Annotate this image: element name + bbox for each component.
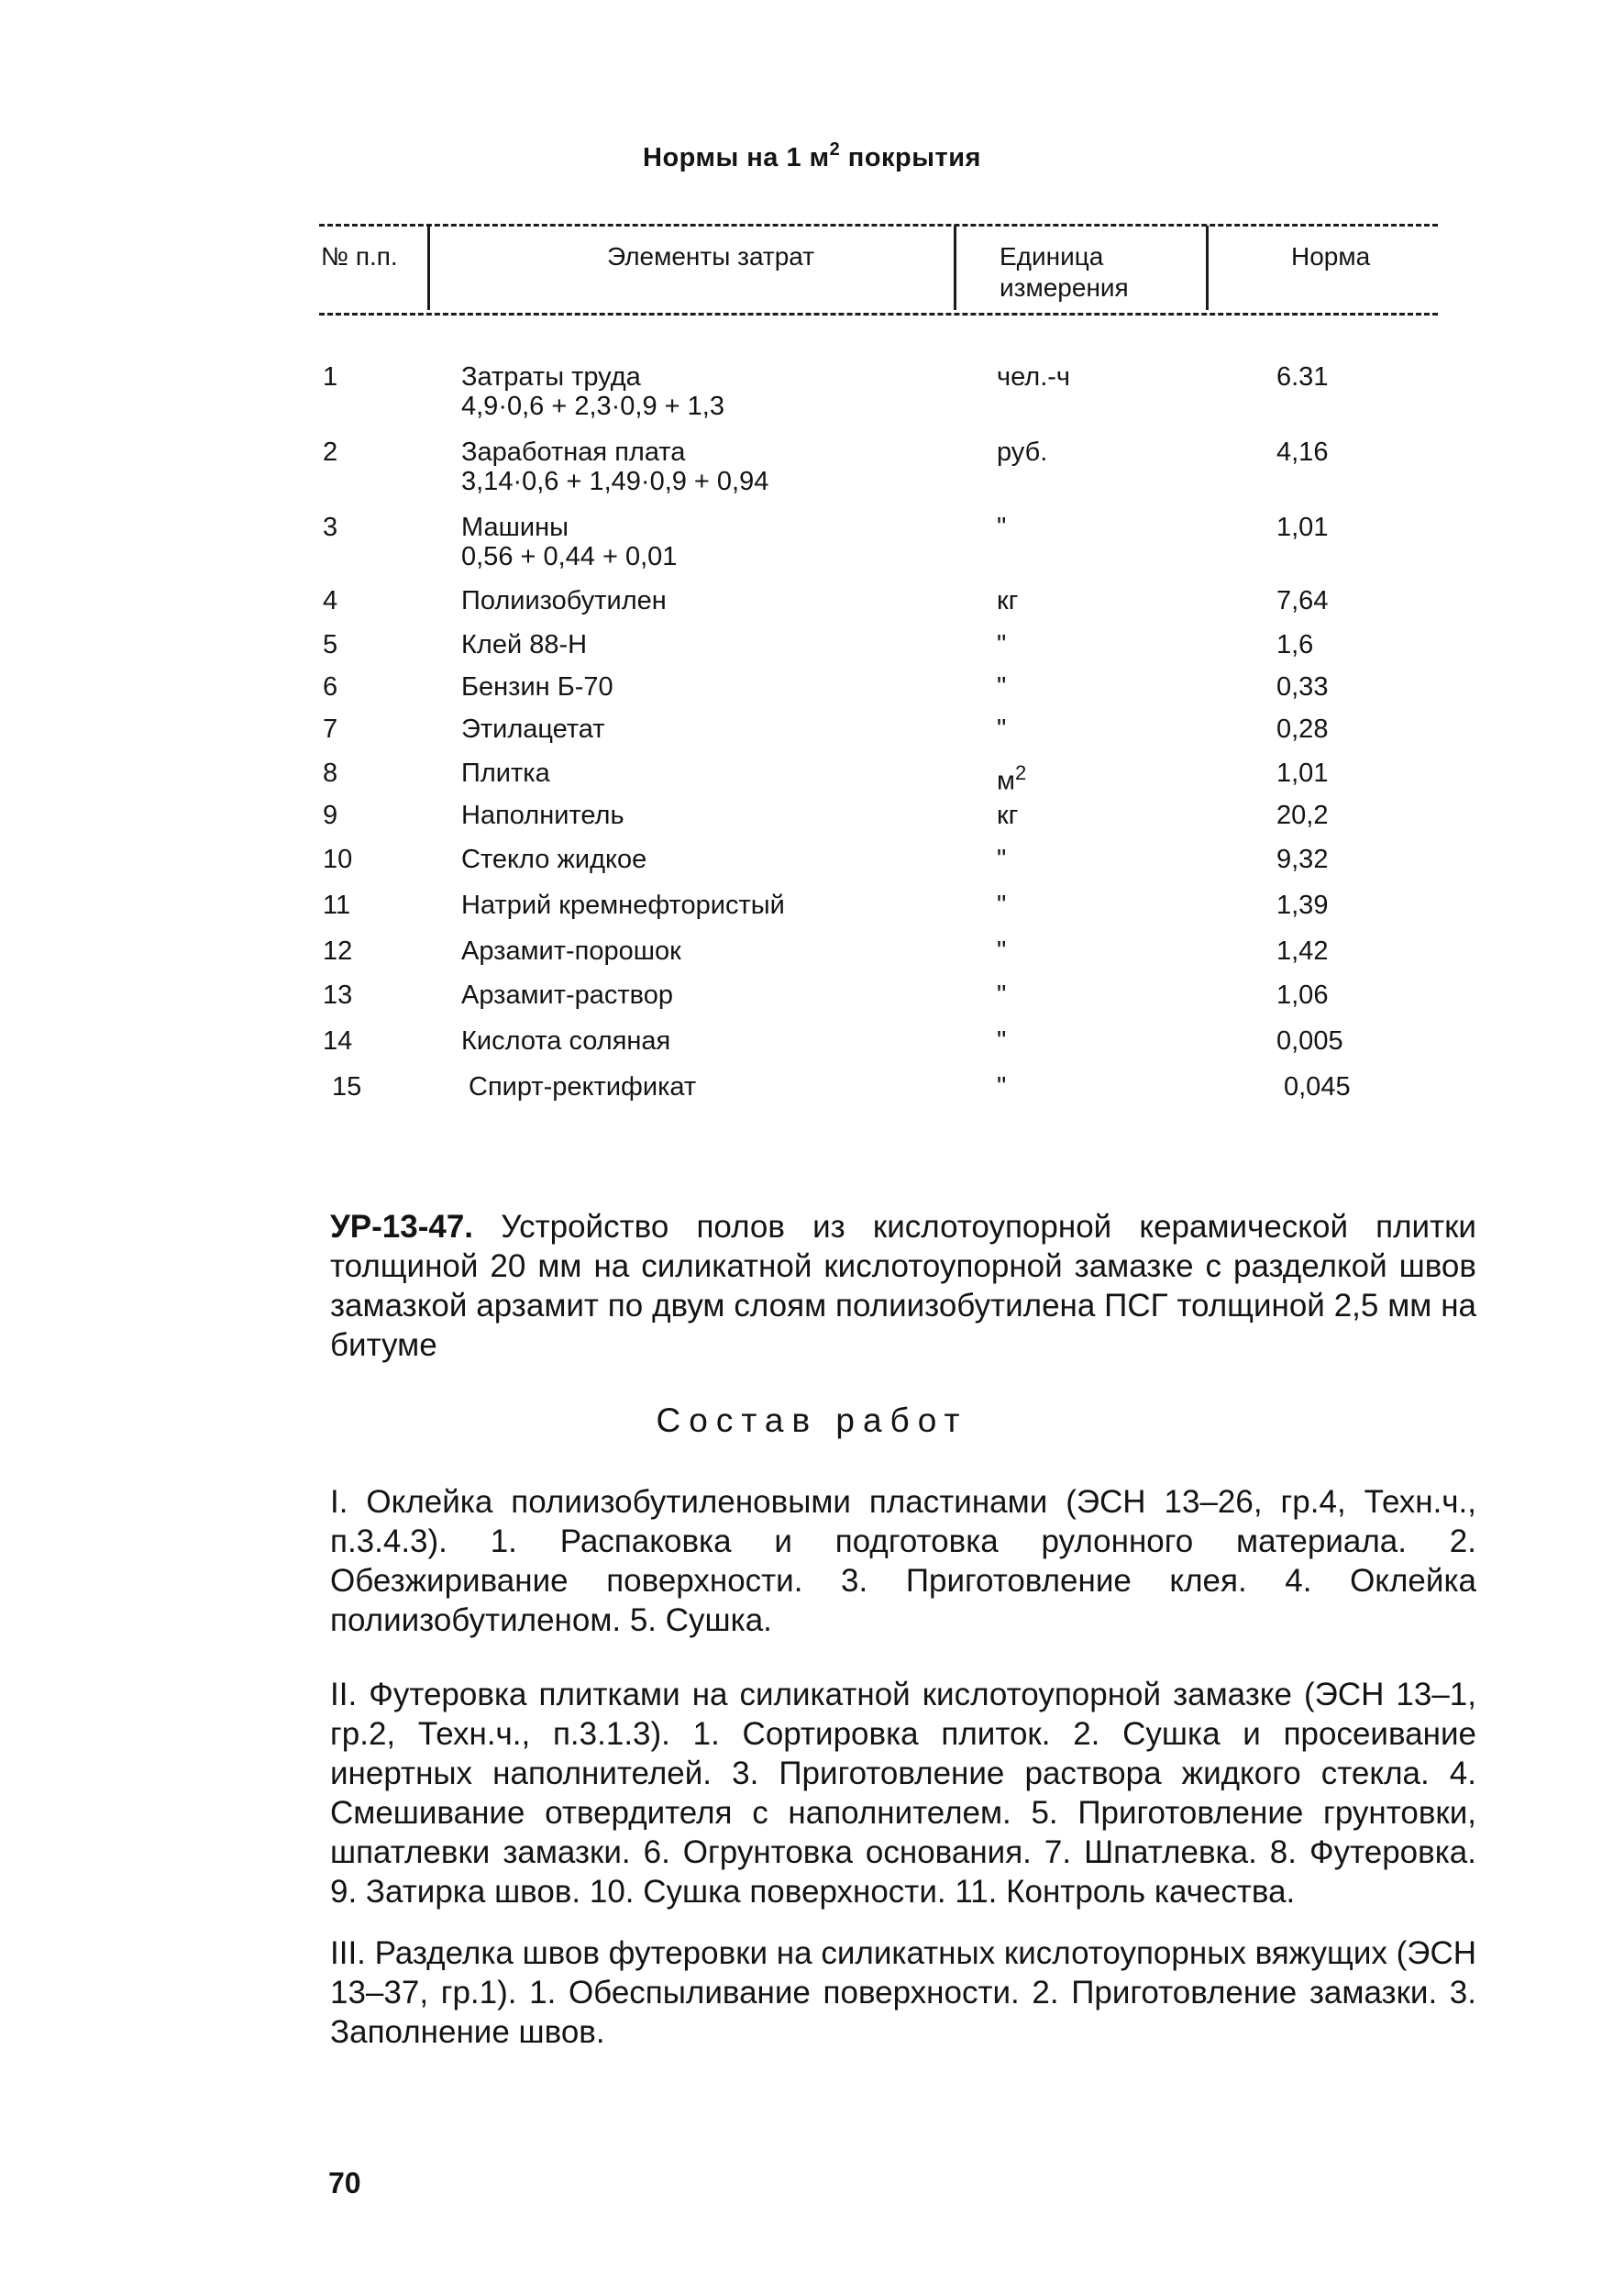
header-name: Элементы затрат (607, 242, 815, 271)
row-name: Заработная плата (461, 438, 686, 467)
row-num: 7 (323, 715, 338, 744)
table-title (0, 139, 1624, 173)
row-name: Клей 88-Н (461, 630, 588, 659)
row-name: Затраты труда (461, 362, 641, 392)
table-title-text: Нормы на 1 м (643, 143, 830, 172)
table-row (0, 512, 1624, 585)
page-number: 70 (328, 2166, 361, 2199)
row-name: Этилацетат (461, 715, 605, 744)
row-norm: 9,32 (1276, 845, 1329, 874)
table-row (0, 361, 1624, 435)
row-unit: " (997, 630, 1007, 659)
row-num: 9 (323, 801, 338, 830)
row-unit: кг (997, 586, 1019, 615)
row-unit: кг (997, 801, 1019, 830)
row-norm: 1,01 (1276, 759, 1329, 788)
header-unit-line2: измерения (1000, 273, 1129, 302)
row-unit: " (997, 1072, 1007, 1102)
row-norm: 1,06 (1276, 980, 1329, 1010)
row-unit: " (997, 980, 1007, 1010)
header-separator (427, 226, 430, 310)
row-name: Полиизобутилен (461, 586, 667, 615)
row-unit: " (997, 672, 1007, 702)
table-header-rule (319, 313, 1438, 316)
row-unit-text: м (997, 766, 1015, 796)
intro-text: Устройство полов из кислотоупорной керамической плитки толщиной 20 мм на силикатной кислотоупорной замазке с разделкой швов замазкой арзамит по двум слоям полиизобутилена ПСГ толщиной 2,5 мм на битуме (330, 1209, 1476, 1363)
table-row (0, 437, 1624, 510)
row-norm: 7,64 (1276, 586, 1329, 615)
row-unit: " (997, 1026, 1007, 1056)
row-num: 6 (323, 672, 338, 702)
row-unit: " (997, 936, 1007, 966)
row-name: Спирт-ректификат (469, 1072, 697, 1102)
row-unit (997, 758, 1026, 797)
row-name: Арзамит-порошок (461, 936, 681, 966)
row-num: 8 (323, 759, 338, 788)
row-name: Наполнитель (461, 801, 624, 830)
row-norm: 0,045 (1284, 1072, 1351, 1102)
row-num: 10 (323, 845, 353, 874)
row-name: Плитка (461, 759, 550, 788)
row-norm: 1,6 (1276, 630, 1314, 659)
row-num: 15 (332, 1072, 362, 1102)
row-formula: 0,56 + 0,44 + 0,01 (461, 542, 678, 571)
row-num: 12 (323, 936, 353, 966)
table-title-tail: покрытия (847, 143, 981, 172)
row-name: Арзамит-раствор (461, 980, 674, 1010)
table-row (0, 1071, 1624, 1145)
table-top-rule (319, 224, 1438, 227)
header-separator (1206, 226, 1209, 310)
row-num: 3 (323, 513, 338, 542)
row-unit: руб. (997, 438, 1048, 467)
row-formula: 3,14·0,6 + 1,49·0,9 + 0,94 (461, 467, 769, 496)
row-num: 11 (323, 891, 351, 920)
header-unit-line1: Единица (1000, 242, 1104, 271)
row-num: 5 (323, 630, 338, 659)
header-norm: Норма (1291, 242, 1371, 271)
work-paragraph-2: II. Футеровка плитками на силикатной кислотоупорной замазке (ЭСН 13–1, гр.2, Техн.ч., п.3.1.3). 1. Сортировка плиток. 2. Сушка и просеивание инертных наполнителей. 3. Приготовление раствора жидкого стекла. 4. Смешивание отвердителя с наполнителем. 5. Приготовление грунтовки, шпатлевки замазки. 6. Огрунтовка основания. 7. Шпатлевка. 8. Футеровка. 9. Затирка швов. 10. Сушка поверхности. 11. Контроль качества. (330, 1677, 1476, 1910)
row-name: Бензин Б-70 (461, 672, 613, 702)
row-unit: чел.-ч (997, 362, 1071, 392)
row-norm: 4,16 (1276, 438, 1329, 467)
row-num: 2 (323, 438, 338, 467)
row-norm: 6.31 (1276, 362, 1329, 392)
row-name: Стекло жидкое (461, 845, 647, 874)
row-unit: " (997, 845, 1007, 874)
row-name: Кислота соляная (461, 1026, 671, 1056)
row-unit: " (997, 891, 1007, 920)
row-unit: " (997, 715, 1007, 744)
intro-paragraph (330, 1207, 1476, 1365)
row-norm: 1,01 (1276, 513, 1329, 542)
section-title: Состав работ (656, 1401, 968, 1439)
row-num: 13 (323, 980, 353, 1010)
row-num: 14 (323, 1026, 353, 1056)
row-unit: " (997, 513, 1007, 542)
row-name: Натрий кремнефтористый (461, 891, 785, 920)
row-unit-sup: 2 (1014, 761, 1027, 784)
row-norm: 1,39 (1276, 891, 1329, 920)
row-formula: 4,9·0,6 + 2,3·0,9 + 1,3 (461, 392, 724, 421)
row-num: 1 (323, 362, 338, 392)
row-norm: 20,2 (1276, 801, 1329, 830)
row-name: Машины (461, 513, 569, 542)
row-num: 4 (323, 586, 338, 615)
header-separator (954, 226, 956, 310)
intro-code: УР-13-47. (330, 1209, 474, 1245)
header-num: № п.п. (321, 242, 398, 271)
row-norm: 0,28 (1276, 715, 1329, 744)
row-norm: 0,33 (1276, 672, 1329, 702)
work-paragraph-3: III. Разделка швов футеровки на силикатных кислотоупорных вяжущих (ЭСН 13–37, гр.1). 1. Обеспыливание поверхности. 2. Приготовление замазки. 3. Заполнение швов. (330, 1935, 1476, 2050)
table-title-sup: 2 (829, 139, 841, 160)
row-norm: 1,42 (1276, 936, 1329, 966)
row-norm: 0,005 (1276, 1026, 1343, 1056)
work-paragraph-1: I. Оклейка полиизобутиленовыми пластинами (ЭСН 13–26, гр.4, Техн.ч., п.3.4.3). 1. Распаковка и подготовка рулонного материала. 2. Обезжиривание поверхности. 3. Приготовление клея. 4. Оклейка полиизобутиленом. 5. Сушка. (330, 1484, 1476, 1638)
